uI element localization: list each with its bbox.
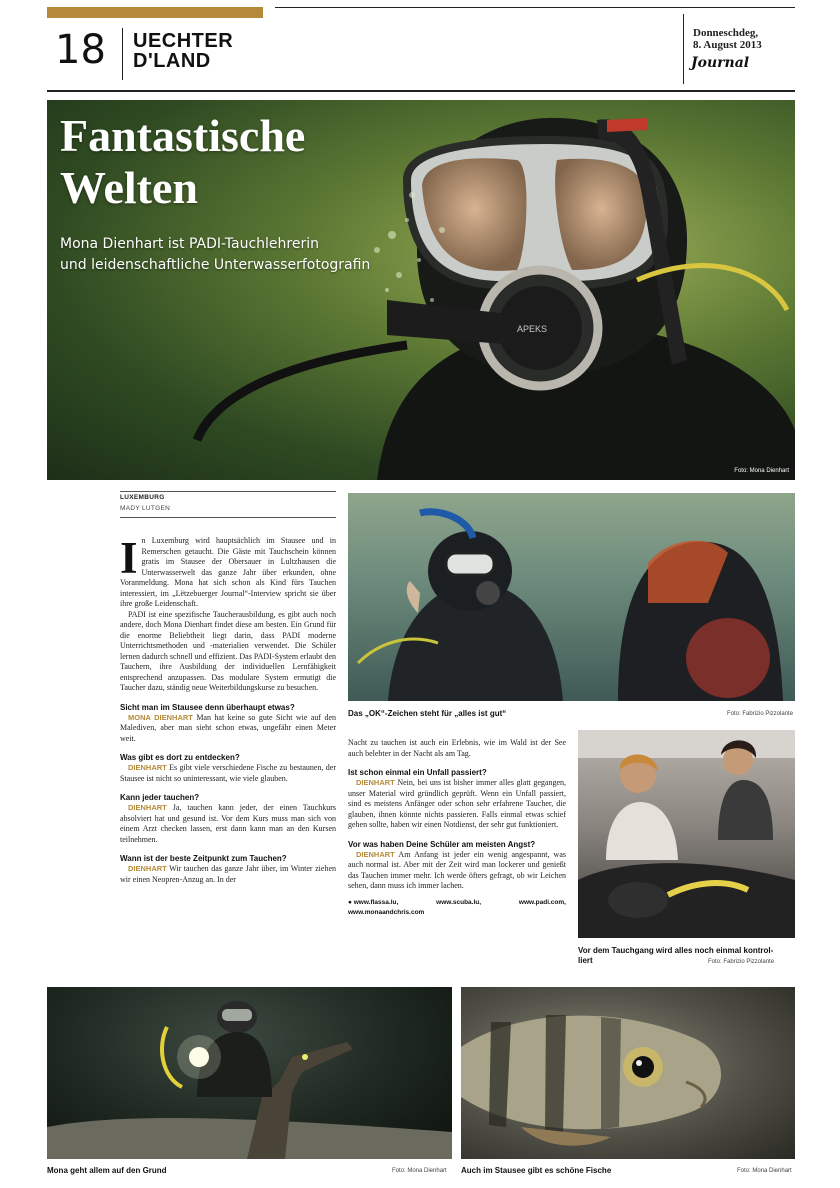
credit-fish: Foto: Mona Dienhart <box>737 1168 792 1174</box>
photo-equipment-check <box>578 730 795 938</box>
caption-diver-ground: Mona geht allem auf den Grund <box>47 1166 167 1175</box>
caption-equipment-line-2: liert <box>578 956 593 965</box>
speaker-name: DIENHART <box>128 803 167 812</box>
speaker-name: DIENHART <box>128 864 167 873</box>
link-flassa[interactable]: ● www.flassa.lu, <box>348 898 399 906</box>
qa-right-block <box>348 768 566 892</box>
article-headline <box>60 110 305 214</box>
headline-line-2: Welten <box>60 162 198 213</box>
answer-text: Wir tauchen das ganze Jahr über, im Winter ziehen wir einen Neopren-Anzug an. In der <box>120 864 336 884</box>
issue-date <box>693 27 762 51</box>
link-padi[interactable]: www.padi.com, <box>518 898 566 906</box>
qa_right-question: Vor was haben Deine Schüler am meisten Angst? <box>348 839 536 849</box>
hero-photo <box>47 100 795 480</box>
fish-illustration <box>461 987 795 1159</box>
header-divider <box>122 28 123 80</box>
header-bottom-rule <box>47 90 795 92</box>
qa_left-answer <box>120 864 336 885</box>
subheadline-line-2: und leidenschaftliche Unterwasserfotografin <box>60 257 371 273</box>
article-intro <box>120 533 336 610</box>
qa_right-question: Ist schon einmal ein Unfall passiert? <box>348 768 487 777</box>
qa_right-answer <box>348 850 566 892</box>
link-monaandchris[interactable]: www.monaandchris.com <box>348 909 425 916</box>
speaker-name: DIENHART <box>356 778 395 787</box>
header-top-rule <box>275 7 795 8</box>
equipment-check-illustration <box>578 730 795 938</box>
header-accent-bar <box>47 7 263 18</box>
publication-line-2: D'LAND <box>133 50 211 72</box>
qa_left-answer <box>120 763 336 784</box>
ok-sign-illustration <box>348 493 795 701</box>
kicker-top-rule <box>120 491 336 492</box>
answer-text: Nein, bei uns ist bisher immer alles glatt gegangen, unser Material wird gründlich geprüft. Wenn ein Unfall passiert, sind es meistens Anfänger oder schon sehr erfahrene Taucher, die glauben, ihnen könnte nichts passieren. Falls einmal etwas schief gehen sollte, haben wir einen Notdienst, der sehr gut funktioniert. <box>348 778 566 829</box>
article-author: MADY LUTGEN <box>120 505 171 512</box>
journal-logo: Journal <box>691 55 750 71</box>
qa_left-question: Sicht man im Stausee denn überhaupt etwas? <box>120 702 295 712</box>
qa_right-answer <box>348 778 566 831</box>
caption-fish: Auch im Stausee gibt es schöne Fische <box>461 1166 612 1175</box>
answer-text: Ja, tauchen kann jeder, der einen Tauchkurs absolviert hat und gesund ist. Vor dem Kurs muss man sich von einem Arzt checken lassen, erst dann kann man an den Kursen teilnehmen. <box>120 803 336 844</box>
intro-text: n Luxemburg wird hauptsächlich im Stausee und in Remerschen getaucht. Die Gäste mit Tauchschein können gratis im Stausee der Obersauer in Lultzhausen die Unterwasserwelt das ganze Jahr über erkunden, ohne Voranmeldung. Mona hat sich schon als Kind fürs Tauchen interessiert, im „Lëtzebuerger Journal“-Interview spricht sie über ihre große Leidenschaft. <box>120 536 336 608</box>
article-column-right <box>348 738 566 919</box>
publication-line-1: UECHTER <box>133 30 234 52</box>
related-links <box>348 898 566 919</box>
caption-ok-sign: Das „OK“-Zeichen steht für „alles ist gut“ <box>348 709 507 718</box>
answer-text: Am Anfang ist jeder ein wenig angespannt, was auch normal ist. Aber mit der Zeit wird man lockerer und genießt das Tauchen immer mehr. Ich werde öfters gefragt, ob wir Leichen sehen, dann muss ich immer lachen. <box>348 849 566 890</box>
speaker-name: DIENHART <box>128 763 167 772</box>
svg-text:APEKS: APEKS <box>517 324 548 334</box>
article-paragraph-2: PADI ist eine spezifische Taucherausbildung, es gibt auch noch andere, doch Mona Dienhart findet diese am besten. Ein Grund für die enorme Beliebtheit liegt darin, dass PADI moderne Unterrichtsmethoden und -materialien verwendet. Die Schüler lernen dadurch schnell und effizient. Das PADI-System erlaubt den Tauchern, ihre Ausbildung der individuellen Lernfähigkeit entsprechend anzupassen. Das modulare System ermutigt die Taucher dazu, ständig neue Weiterbildungskurse zu besuchen. <box>120 609 336 692</box>
photo-diver-ground <box>47 987 452 1159</box>
photo-fish <box>461 987 795 1159</box>
subheadline-line-1: Mona Dienhart ist PADI-Tauchlehrerin <box>60 236 319 252</box>
dropcap: I <box>120 533 138 583</box>
qa-left-block <box>120 703 336 886</box>
article-column-left <box>120 533 337 885</box>
credit-equipment-check: Foto: Fabrizio Pizzolante <box>708 959 775 965</box>
answer-text: Es gibt viele verschiedene Fische zu bestaunen, der Stausee ist nicht so uninteressant, wie viele glauben. <box>120 763 336 783</box>
issue-weekday: Donneschdeg, <box>693 27 759 39</box>
issue-day: 8. August 2013 <box>693 39 762 51</box>
article-continuation: Nacht zu tauchen ist auch ein Erlebnis, wie im Wald ist der See auch belebter in der Nacht als am Tag. <box>348 738 566 758</box>
hero-photo-credit: Foto: Mona Dienhart <box>734 468 789 474</box>
qa_left-answer <box>120 803 336 845</box>
speaker-name: MONA DIENHART <box>128 712 193 722</box>
speaker-name: DIENHART <box>356 849 395 859</box>
caption-equipment-line-1: Vor dem Tauchgang wird alles noch einmal kontrol- <box>578 946 774 955</box>
credit-diver-ground: Foto: Mona Dienhart <box>392 1168 447 1174</box>
credit-ok-sign: Foto: Fabrizio Pizzolante <box>727 711 794 717</box>
qa_left-question: Was gibt es dort zu entdecken? <box>120 753 240 762</box>
publication-name <box>133 31 233 71</box>
kicker-bottom-rule <box>120 517 336 518</box>
article-kicker: LUXEMBURG <box>120 494 165 501</box>
qa_left-question: Kann jeder tauchen? <box>120 793 200 802</box>
link-scuba[interactable]: www.scuba.lu, <box>436 898 482 906</box>
date-divider <box>683 14 684 84</box>
qa_left-question: Wann ist der beste Zeitpunkt zum Tauchen? <box>120 854 287 863</box>
headline-line-1: Fantastische <box>60 110 306 161</box>
qa_left-answer <box>120 713 336 745</box>
answer-text: Man hat keine so gute Sicht wie auf den Malediven, aber man sieht schon etwas, ungefähr einen Meter weit. <box>120 712 337 743</box>
photo-ok-sign <box>348 493 795 701</box>
page-number: 18 <box>55 27 106 73</box>
diver-ground-illustration <box>47 987 452 1159</box>
article-subheadline <box>60 234 370 276</box>
